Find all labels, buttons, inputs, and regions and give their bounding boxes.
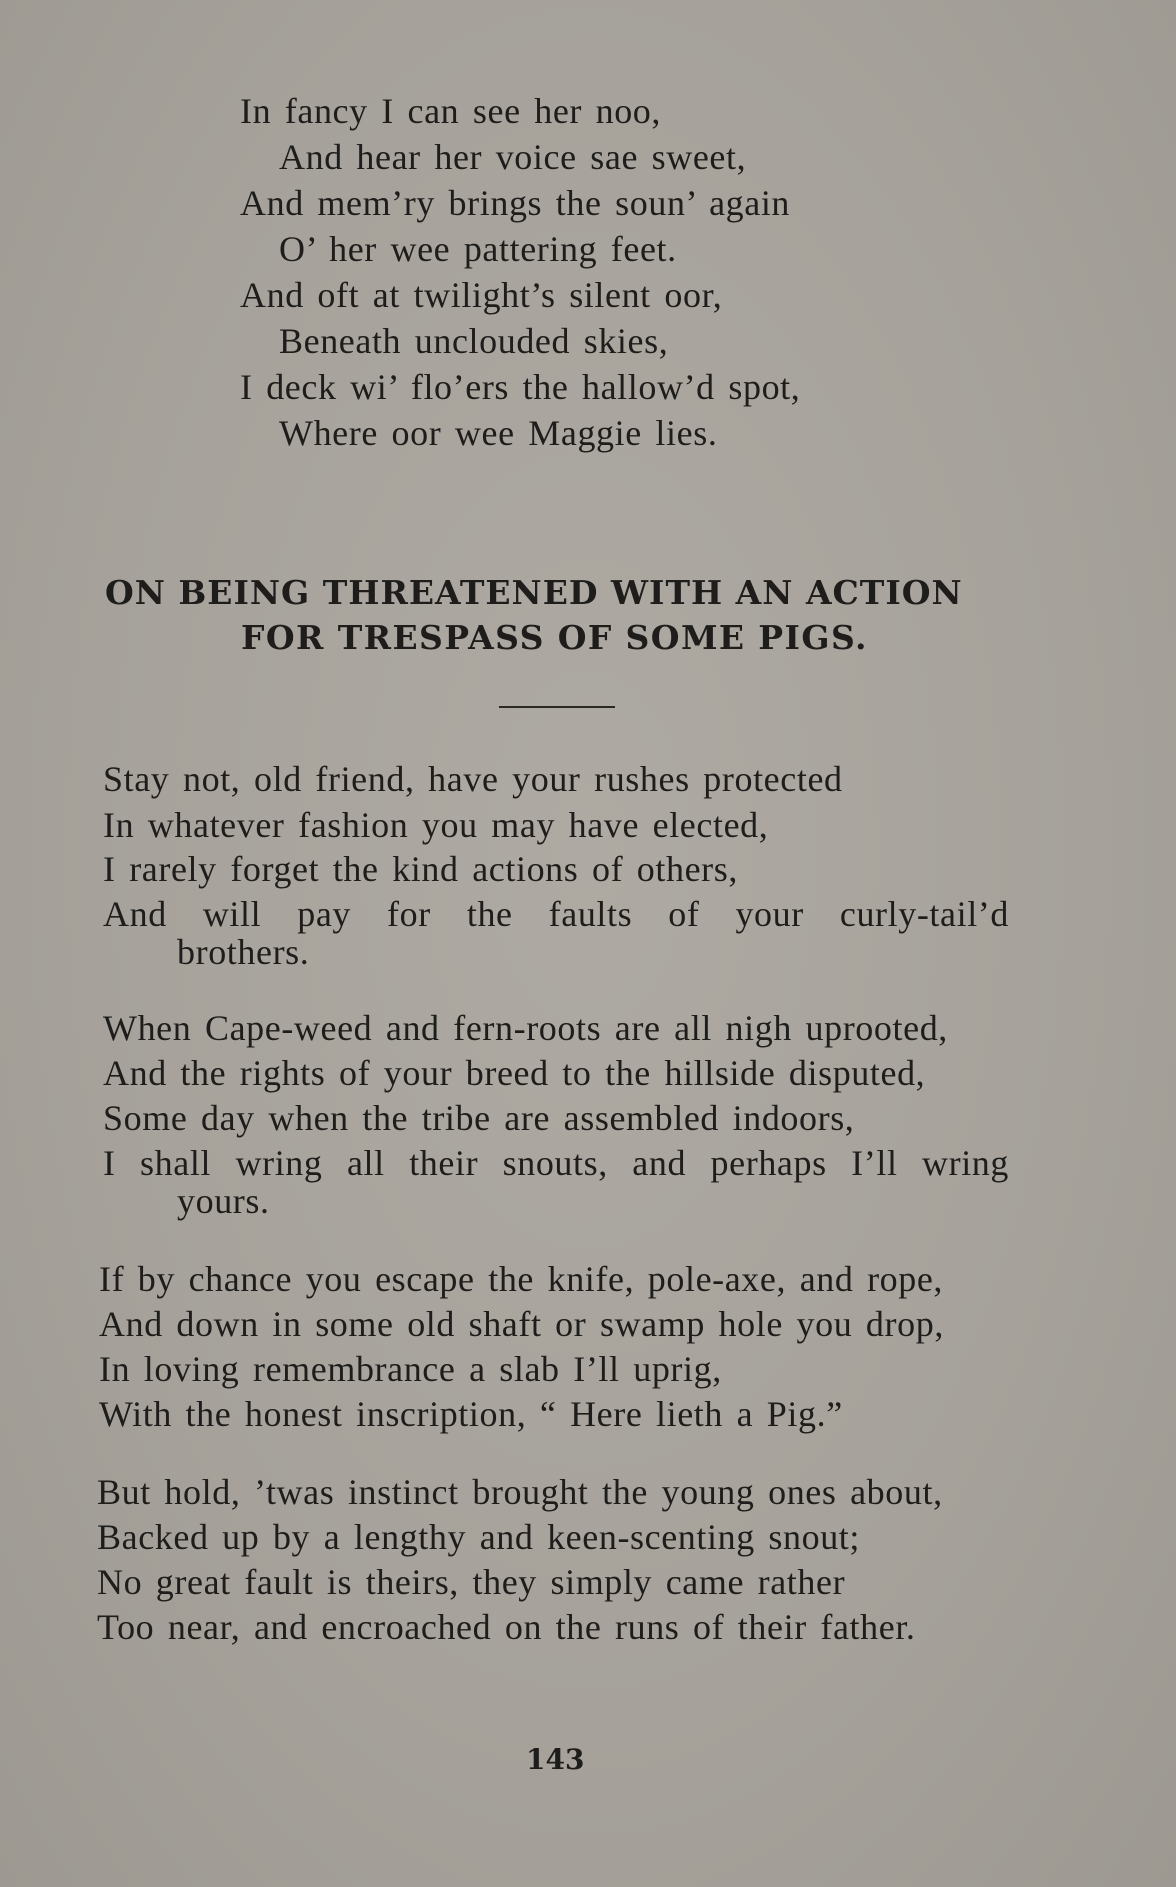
poem-title-line-2: FOR TRESPASS OF SOME PIGS. (241, 618, 868, 657)
verse-line: When Cape-weed and fern-roots are all nigh uprooted, (103, 1008, 948, 1048)
verse-line: I deck wi’ flo’ers the hallow’d spot, (240, 367, 801, 407)
verse-line: Too near, and encroached on the runs of their father. (97, 1607, 916, 1647)
verse-line: In loving remembrance a slab I’ll uprig, (99, 1349, 722, 1389)
verse-line: And down in some old shaft or swamp hole you drop, (99, 1304, 944, 1344)
verse-line: No great fault is theirs, they simply came rather (97, 1562, 846, 1602)
verse-line: Some day when the tribe are assembled indoors, (103, 1098, 855, 1138)
verse-line: I rarely forget the kind actions of others, (103, 849, 738, 889)
verse-line: I shall wring all their snouts, and perhaps I’ll wring (103, 1143, 1009, 1183)
verse-line: And mem’ry brings the soun’ again (240, 183, 791, 223)
verse-line: And will pay for the faults of your curly-tail’d (103, 894, 1009, 934)
verse-line: Backed up by a lengthy and keen-scenting snout; (97, 1517, 861, 1557)
verse-line: In fancy I can see her noo, (240, 91, 662, 131)
page-number: 143 (526, 1743, 585, 1776)
verse-line-continuation: yours. (177, 1181, 270, 1221)
verse-line: Beneath unclouded skies, (279, 321, 669, 361)
verse-line: Where oor wee Maggie lies. (279, 413, 718, 453)
verse-line: And oft at twilight’s silent oor, (240, 275, 723, 315)
verse-line: Stay not, old friend, have your rushes protected (103, 759, 843, 799)
verse-line: And hear her voice sae sweet, (279, 137, 747, 177)
verse-line: O’ her wee pattering feet. (279, 229, 677, 269)
poem-title-line-1: ON BEING THREATENED WITH AN ACTION (105, 573, 963, 612)
verse-line: If by chance you escape the knife, pole-axe, and rope, (99, 1259, 944, 1299)
verse-line: With the honest inscription, “ Here lieth a Pig.” (99, 1394, 843, 1434)
verse-line-continuation: brothers. (177, 932, 310, 972)
verse-line: But hold, ’twas instinct brought the young ones about, (97, 1472, 943, 1512)
title-divider (499, 706, 615, 708)
verse-line: And the rights of your breed to the hillside disputed, (103, 1053, 926, 1093)
verse-line: In whatever fashion you may have elected, (103, 805, 769, 845)
